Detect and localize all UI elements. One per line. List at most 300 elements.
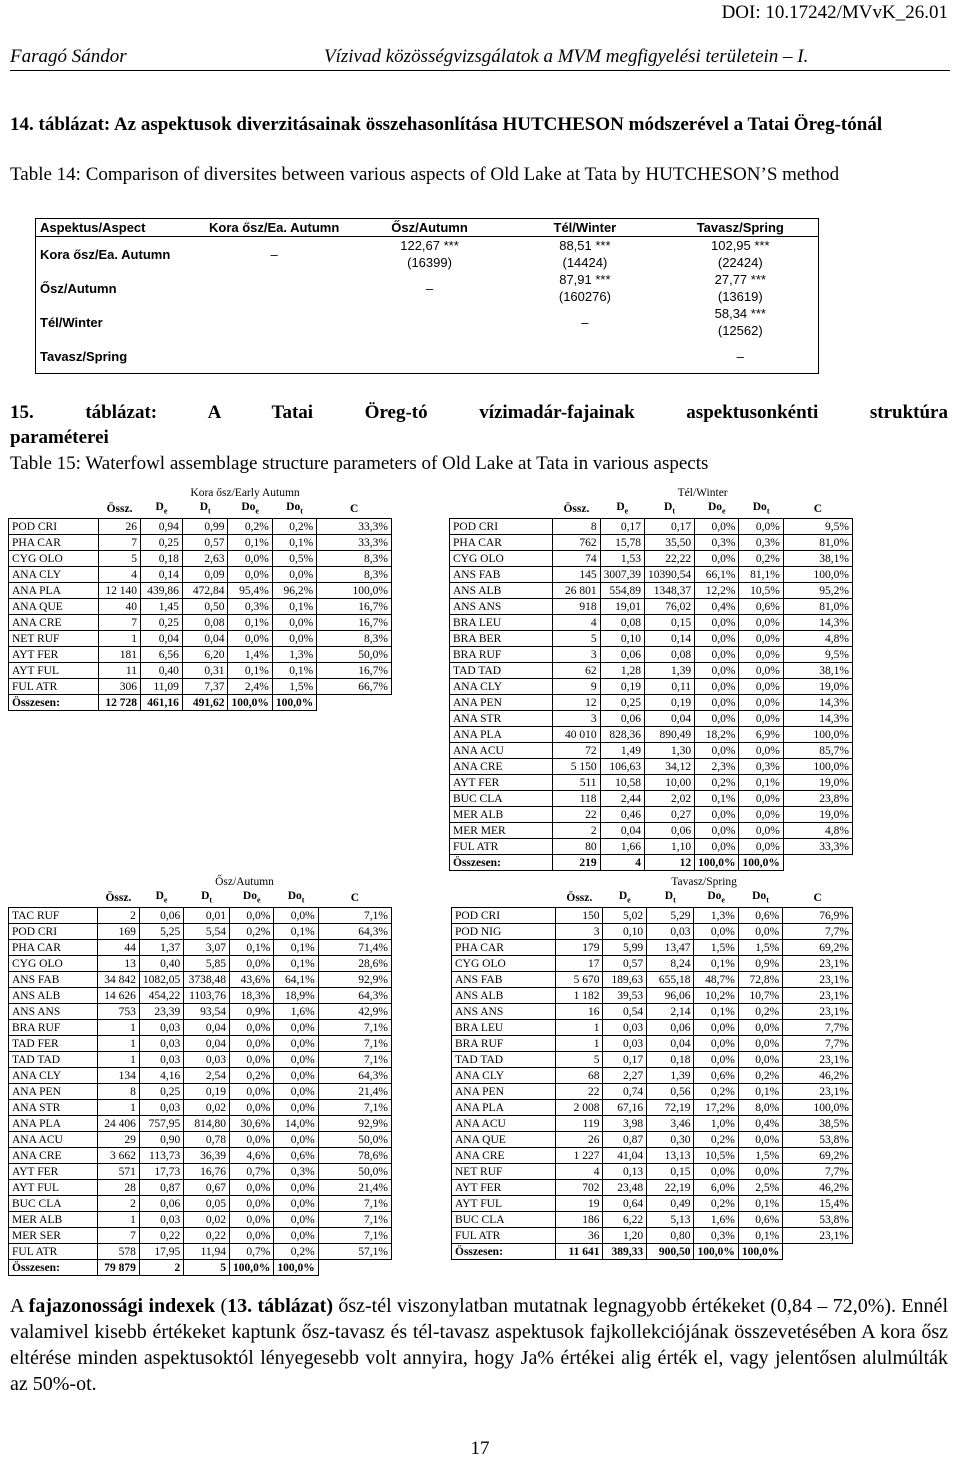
species-code: ANA PLA [452, 1100, 556, 1116]
panel-row [9, 988, 392, 1004]
panel-cell: 1,28 [600, 663, 644, 679]
panel-cell: 26 [99, 519, 141, 535]
panel-row [9, 679, 392, 695]
species-code: ANS ALB [452, 988, 556, 1004]
panel-cell: 64,3% [318, 924, 391, 940]
panel-cell: 26 [556, 1132, 603, 1148]
table14-cell: 58,34 *** (12562) [714, 306, 766, 338]
panel-cell: 0,0% [739, 711, 783, 727]
panel-cell: 1,39 [647, 1068, 694, 1084]
panel-cell: 0,0% [739, 663, 783, 679]
panel-cell: 6,56 [140, 647, 182, 663]
panel-cell: 7,7% [783, 1164, 853, 1180]
panel-cell: 0,17 [644, 519, 694, 535]
panel-cell: 7,1% [318, 1228, 391, 1244]
panel-cell: 0,06 [139, 908, 183, 924]
panel-row [9, 1196, 392, 1212]
panel-col-header: Össz. [105, 892, 132, 905]
panel-cell: 0,6% [274, 1148, 318, 1164]
panel-cell: 0,67 [184, 1180, 230, 1196]
panel-cell: 18,3% [230, 988, 274, 1004]
panel-cell: 9 [553, 679, 600, 695]
panel-cell: 0,22 [184, 1228, 230, 1244]
panel-cell: 17,95 [139, 1244, 183, 1260]
panel-cell: 0,2% [695, 775, 739, 791]
panel-row [9, 1164, 392, 1180]
panel-row [9, 631, 392, 647]
panel-cell: 18,9% [274, 988, 318, 1004]
species-code: BRA RUF [452, 1036, 556, 1052]
panel-row [452, 924, 853, 940]
panel-cell: 0,06 [644, 823, 694, 839]
panel-row [450, 599, 853, 615]
panel-cell: 0,0% [695, 743, 739, 759]
panel-cell: 3,07 [184, 940, 230, 956]
panel-cell: 0,04 [184, 1036, 230, 1052]
panel-cell: 9,5% [783, 519, 852, 535]
panel-cell: 1 [556, 1020, 603, 1036]
species-code: ANA CLY [9, 1068, 98, 1084]
panel-cell: 1,3% [694, 908, 738, 924]
panel-cell: 5 670 [556, 972, 603, 988]
panel-cell: 0,0% [274, 1228, 318, 1244]
panel-cell: 0,1% [694, 956, 738, 972]
panel-cell: 0,0% [694, 1020, 738, 1036]
panel-cell: 23,1% [783, 1004, 853, 1020]
panel-cell: 4,16 [139, 1068, 183, 1084]
panel-row [452, 1132, 853, 1148]
panel-cell: 10,00 [644, 775, 694, 791]
table14-cell [196, 271, 351, 305]
panel-cell: 0,14 [644, 631, 694, 647]
species-code: ANA CRE [452, 1148, 556, 1164]
panel-cell: 36 [556, 1228, 603, 1244]
panel-cell: 0,06 [139, 1196, 183, 1212]
panel-title-spacer [450, 485, 553, 500]
panel-title: Kora ősz/Early Autumn [190, 486, 300, 499]
panel-cell: 0,1% [695, 791, 739, 807]
species-code: MER ALB [9, 1212, 98, 1228]
panel-cell: 0,0% [272, 567, 316, 583]
panel-cell: 76,02 [644, 599, 694, 615]
panel-row [452, 1196, 853, 1212]
total-cell: 100,0% [694, 1244, 738, 1260]
panel-cell: 511 [553, 775, 600, 791]
panel-cell: 7 [99, 535, 141, 551]
panel-cell: 0,6% [694, 1068, 738, 1084]
panel-cell: 23,48 [603, 1180, 647, 1196]
panel-cell: 8 [98, 1084, 140, 1100]
panel-row [450, 839, 853, 855]
table14-row-label: Ősz/Autumn [40, 280, 117, 296]
panel-row [9, 647, 392, 663]
panel-cell: 7,1% [318, 1100, 391, 1116]
panel-header-spacer [452, 889, 556, 908]
table14-row [36, 237, 819, 272]
panel-cell: 46,2% [783, 1068, 853, 1084]
panel-cell: 53,8% [783, 1212, 853, 1228]
panel-cell: 0,15 [647, 1164, 694, 1180]
table14-cell: – [425, 280, 434, 296]
panel-cell: 0,06 [600, 647, 644, 663]
panel-cell: 5,25 [139, 924, 183, 940]
panel-cell: 0,0% [274, 1180, 318, 1196]
panel-cell: 12,2% [695, 583, 739, 599]
panel-cell: 0,0% [274, 908, 318, 924]
panel-cell: 38,1% [783, 663, 852, 679]
panel-row [452, 1212, 853, 1228]
panel-cell: 0,2% [230, 1068, 274, 1084]
panel-row [452, 1148, 853, 1164]
panel-cell: 0,11 [644, 679, 694, 695]
panel-cell: 0,30 [647, 1132, 694, 1148]
panel-col-header: C [813, 503, 823, 516]
table14-cell [196, 339, 351, 374]
total-cell: 389,33 [603, 1244, 647, 1260]
panel-row [9, 1228, 392, 1244]
panel-row [9, 956, 392, 972]
panel-cell: 4,8% [783, 823, 852, 839]
panel-cell: 0,25 [140, 535, 182, 551]
panel-cell: 571 [98, 1164, 140, 1180]
species-code: ANS ANS [452, 1004, 556, 1020]
panel-cell: 1,6% [694, 1212, 738, 1228]
panel-cell: 106,63 [600, 759, 644, 775]
panel-cell: 1 [556, 1036, 603, 1052]
total-cell: 100,0% [739, 855, 783, 871]
panel-cell: 6,20 [182, 647, 228, 663]
panel-cell: 0,80 [647, 1228, 694, 1244]
panel-cell: 181 [99, 647, 141, 663]
panel-cell: 0,0% [738, 1164, 782, 1180]
panel-cell: 5,54 [184, 924, 230, 940]
panel-cell: 30,6% [230, 1116, 274, 1132]
panel-cell: 22 [553, 807, 600, 823]
panel-cell: 80 [553, 839, 600, 855]
panel-cell: 0,3% [228, 599, 272, 615]
panel-cell: 6,0% [694, 1180, 738, 1196]
table14-cell [196, 305, 351, 339]
panel-cell: 145 [553, 567, 600, 583]
panel-cell: 0,0% [230, 1180, 274, 1196]
panel-cell: 655,18 [647, 972, 694, 988]
table15-panel-early-autumn [8, 485, 392, 711]
panel-cell: 0,0% [739, 631, 783, 647]
author-name: Faragó Sándor [10, 46, 127, 67]
panel-cell: 0,87 [603, 1132, 647, 1148]
panel-cell: 11 [99, 663, 141, 679]
species-code: AYT FUL [452, 1196, 556, 1212]
panel-cell: 0,04 [182, 631, 228, 647]
panel-cell: 0,18 [647, 1052, 694, 1068]
panel-cell: 1,5% [272, 679, 316, 695]
panel-header-row [9, 500, 392, 519]
species-code: NET RUF [9, 631, 99, 647]
panel-cell: 0,0% [739, 743, 783, 759]
table14-row [36, 339, 819, 374]
total-label: Összesen: [9, 695, 99, 711]
panel-cell: 44 [98, 940, 140, 956]
panel-cell: 50,0% [318, 1132, 391, 1148]
total-cell: 219 [553, 855, 600, 871]
panel-cell: 0,0% [738, 1020, 782, 1036]
panel-cell: 134 [98, 1068, 140, 1084]
species-code: TAD FER [9, 1036, 98, 1052]
panel-cell: 0,19 [644, 695, 694, 711]
panel-cell: 0,04 [644, 711, 694, 727]
panel-cell: 578 [98, 1244, 140, 1260]
panel-cell: 0,0% [274, 1068, 318, 1084]
panel-cell: 472,84 [182, 583, 228, 599]
species-code: ANS FAB [452, 972, 556, 988]
panel-cell: 34 842 [98, 972, 140, 988]
panel-cell: 2,63 [182, 551, 228, 567]
panel-cell: 0,05 [184, 1196, 230, 1212]
panel-cell: 72,8% [738, 972, 782, 988]
panel-cell: 24 406 [98, 1116, 140, 1132]
table15-caption-hu-line1: 15. táblázat: A Tatai Öreg-tó vízimadár-fajainak aspektusonkénti struktúra [10, 402, 948, 423]
total-cell: 100,0% [738, 1244, 782, 1260]
panel-cell: 554,89 [600, 583, 644, 599]
panel-cell: 2 [98, 1196, 140, 1212]
running-title: Vízivad közösségvizsgálatok a MVM megfigyelési területein – I. [324, 46, 809, 67]
panel-cell: 0,0% [230, 1052, 274, 1068]
panel-cell: 43,6% [230, 972, 274, 988]
total-label: Összesen: [450, 855, 553, 871]
panel-cell: 0,0% [695, 647, 739, 663]
panel-col-header: $Do_e$ [242, 890, 261, 905]
panel-cell: 0,2% [738, 1004, 782, 1020]
panel-row [452, 1068, 853, 1084]
panel-cell: 0,27 [644, 807, 694, 823]
panel-cell: 96,06 [647, 988, 694, 1004]
panel-row [450, 647, 853, 663]
panel-cell: 18,2% [695, 727, 739, 743]
panel-cell: 1,0% [694, 1116, 738, 1132]
panel-cell: 5,85 [184, 956, 230, 972]
panel-cell: 0,31 [182, 663, 228, 679]
panel-cell: 33,3% [783, 839, 852, 855]
total-cell [783, 1244, 853, 1260]
species-code: BUC CLA [9, 1196, 98, 1212]
panel-cell: 918 [553, 599, 600, 615]
panel-row [452, 1164, 853, 1180]
panel-cell: 753 [98, 1004, 140, 1020]
panel-cell: 2,54 [184, 1068, 230, 1084]
panel-title-spacer [452, 874, 556, 889]
panel-cell: 8,0% [738, 1100, 782, 1116]
panel-cell: 0,0% [739, 695, 783, 711]
panel-cell: 66,7% [317, 679, 392, 695]
panel-cell: 0,1% [228, 535, 272, 551]
panel-cell: 0,49 [647, 1196, 694, 1212]
species-code: ANS ANS [450, 599, 553, 615]
panel-cell: 0,99 [182, 519, 228, 535]
panel-cell: 2,44 [600, 791, 644, 807]
panel-cell: 16 [556, 1004, 603, 1020]
panel-cell: 57,1% [318, 1244, 391, 1260]
panel-cell: 0,1% [739, 775, 783, 791]
panel-cell: 0,7% [230, 1244, 274, 1260]
panel-col-header: $Do_t$ [286, 501, 303, 516]
panel-row [9, 1244, 392, 1260]
panel-cell: 0,03 [647, 924, 694, 940]
panel-cell: 7 [98, 1228, 140, 1244]
panel-cell: 0,3% [274, 1164, 318, 1180]
panel-cell: 0,3% [695, 535, 739, 551]
panel-cell: 23,1% [783, 988, 853, 1004]
species-code: AYT FUL [9, 663, 99, 679]
panel-col-header: $D_e$ [155, 501, 168, 516]
panel-cell: 702 [556, 1180, 603, 1196]
panel-row [450, 695, 853, 711]
total-cell: 100,0% [272, 695, 316, 711]
panel-cell: 100,0% [783, 759, 852, 775]
panel-cell: 5 [556, 1052, 603, 1068]
panel-cell: 0,1% [738, 1084, 782, 1100]
total-cell: 900,50 [647, 1244, 694, 1260]
panel-cell: 38,5% [783, 1116, 853, 1132]
panel-cell: 100,0% [783, 727, 852, 743]
panel-cell: 5,13 [647, 1212, 694, 1228]
body-paragraph: A fajazonossági indexek (13. táblázat) ősz-tél viszonylatban mutatnak legnagyobb értékeket (0,84 – 72,0%). Ennél valamivel kisebb értékeket kaptunk ősz-tavasz és tél-tavasz aspektusok fajkollekciójának összevetésében A kora ősz eltérése minden aspektusoktól lényegesebb volt annyira, hogy Ja% értékei alig érték el, vagy jelentősen alulmúlták az 50%-ot. [10, 1295, 948, 1395]
total-cell: 100,0% [230, 1260, 274, 1276]
species-code: MER SER [9, 1228, 98, 1244]
panel-cell: 0,0% [274, 1196, 318, 1212]
panel-cell: 1 [98, 1036, 140, 1052]
panel-cell: 0,03 [603, 1036, 647, 1052]
panel-cell: 0,03 [139, 1212, 183, 1228]
species-code: POD CRI [9, 924, 98, 940]
panel-cell: 1,49 [600, 743, 644, 759]
panel-cell: 10,7% [738, 988, 782, 1004]
panel-cell: 4,8% [783, 631, 852, 647]
panel-cell: 439,86 [140, 583, 182, 599]
panel-cell: 21,4% [318, 1180, 391, 1196]
panel-cell: 76,9% [783, 908, 853, 924]
panel-row [9, 1084, 392, 1100]
panel-cell: 3007,39 [600, 567, 644, 583]
panel-cell: 0,2% [230, 924, 274, 940]
panel-row [9, 663, 392, 679]
panel-cell: 0,25 [139, 1084, 183, 1100]
species-code: POD CRI [452, 908, 556, 924]
panel-cell: 1,39 [644, 663, 694, 679]
panel-row [450, 631, 853, 647]
panel-cell: 69,2% [783, 940, 853, 956]
species-code: FUL ATR [9, 679, 99, 695]
panel-col-header: $D_t$ [199, 501, 211, 516]
panel-cell: 0,2% [694, 1084, 738, 1100]
panel-row [450, 663, 853, 679]
panel-cell: 1348,37 [644, 583, 694, 599]
panel-header-spacer [450, 500, 553, 519]
panel-row [9, 972, 392, 988]
panel-cell: 5,02 [603, 908, 647, 924]
panel-cell: 42,9% [318, 1004, 391, 1020]
panel-cell: 0,10 [600, 631, 644, 647]
species-code: FUL ATR [452, 1228, 556, 1244]
panel-row [450, 743, 853, 759]
panel-cell: 0,01 [184, 908, 230, 924]
table14-col-header: Aspektus/Aspect [36, 219, 197, 237]
panel-cell: 10,5% [694, 1148, 738, 1164]
panel-cell: 0,15 [644, 615, 694, 631]
panel-cell: 0,03 [139, 1052, 183, 1068]
panel-cell: 0,0% [230, 1084, 274, 1100]
panel-cell: 28,6% [318, 956, 391, 972]
panel-cell: 50,0% [317, 647, 392, 663]
panel-cell: 0,1% [738, 1196, 782, 1212]
total-cell: 100,0% [274, 1260, 318, 1276]
panel-cell: 1,53 [600, 551, 644, 567]
panel-cell: 0,0% [738, 1036, 782, 1052]
panel-cell: 2 [98, 908, 140, 924]
table14-cell [507, 339, 662, 374]
panel-row [450, 679, 853, 695]
panel-row [450, 583, 853, 599]
panel-cell: 19,01 [600, 599, 644, 615]
panel-cell: 0,40 [139, 956, 183, 972]
total-label: Összesen: [9, 1260, 98, 1276]
panel-cell: 26 801 [553, 583, 600, 599]
panel-cell: 7,1% [318, 1196, 391, 1212]
panel-cell: 0,0% [230, 1196, 274, 1212]
panel-cell: 0,25 [600, 695, 644, 711]
panel-title: Ősz/Autumn [215, 875, 274, 888]
total-cell: 79 879 [98, 1260, 140, 1276]
panel-cell: 92,9% [318, 972, 391, 988]
panel-cell: 16,7% [317, 663, 392, 679]
panel-cell: 186 [556, 1212, 603, 1228]
panel-cell: 1 227 [556, 1148, 603, 1164]
total-cell [783, 855, 852, 871]
panel-row [9, 940, 392, 956]
table14-row [36, 271, 819, 305]
total-cell [318, 1260, 391, 1276]
panel-cell: 5 [553, 631, 600, 647]
panel-cell: 0,0% [695, 663, 739, 679]
panel-cell: 0,0% [230, 1228, 274, 1244]
total-cell: 100,0% [228, 695, 272, 711]
panel-cell: 8 [553, 519, 600, 535]
panel-cell: 0,0% [738, 1052, 782, 1068]
panel-cell: 0,0% [739, 823, 783, 839]
panel-row [450, 807, 853, 823]
panel-cell: 7,1% [318, 1052, 391, 1068]
panel-cell: 4 [99, 567, 141, 583]
panel-cell: 0,2% [272, 519, 316, 535]
panel-cell: 7,1% [318, 1036, 391, 1052]
panel-cell: 85,7% [783, 743, 852, 759]
species-code: ANA QUE [452, 1132, 556, 1148]
panel-cell: 0,0% [695, 679, 739, 695]
panel-col-header: $Do_t$ [752, 501, 770, 516]
panel-cell: 14,3% [783, 695, 852, 711]
panel-cell: 0,2% [274, 1244, 318, 1260]
panel-cell: 306 [99, 679, 141, 695]
panel-cell: 0,1% [272, 663, 316, 679]
total-label: Összesen: [452, 1244, 556, 1260]
panel-cell: 72 [553, 743, 600, 759]
panel-row [452, 1100, 853, 1116]
panel-cell: 69,2% [783, 1148, 853, 1164]
species-code: ANS FAB [9, 972, 98, 988]
total-cell: 4 [600, 855, 644, 871]
panel-cell: 23,1% [783, 1228, 853, 1244]
panel-row [452, 1180, 853, 1196]
table14 [35, 218, 819, 374]
